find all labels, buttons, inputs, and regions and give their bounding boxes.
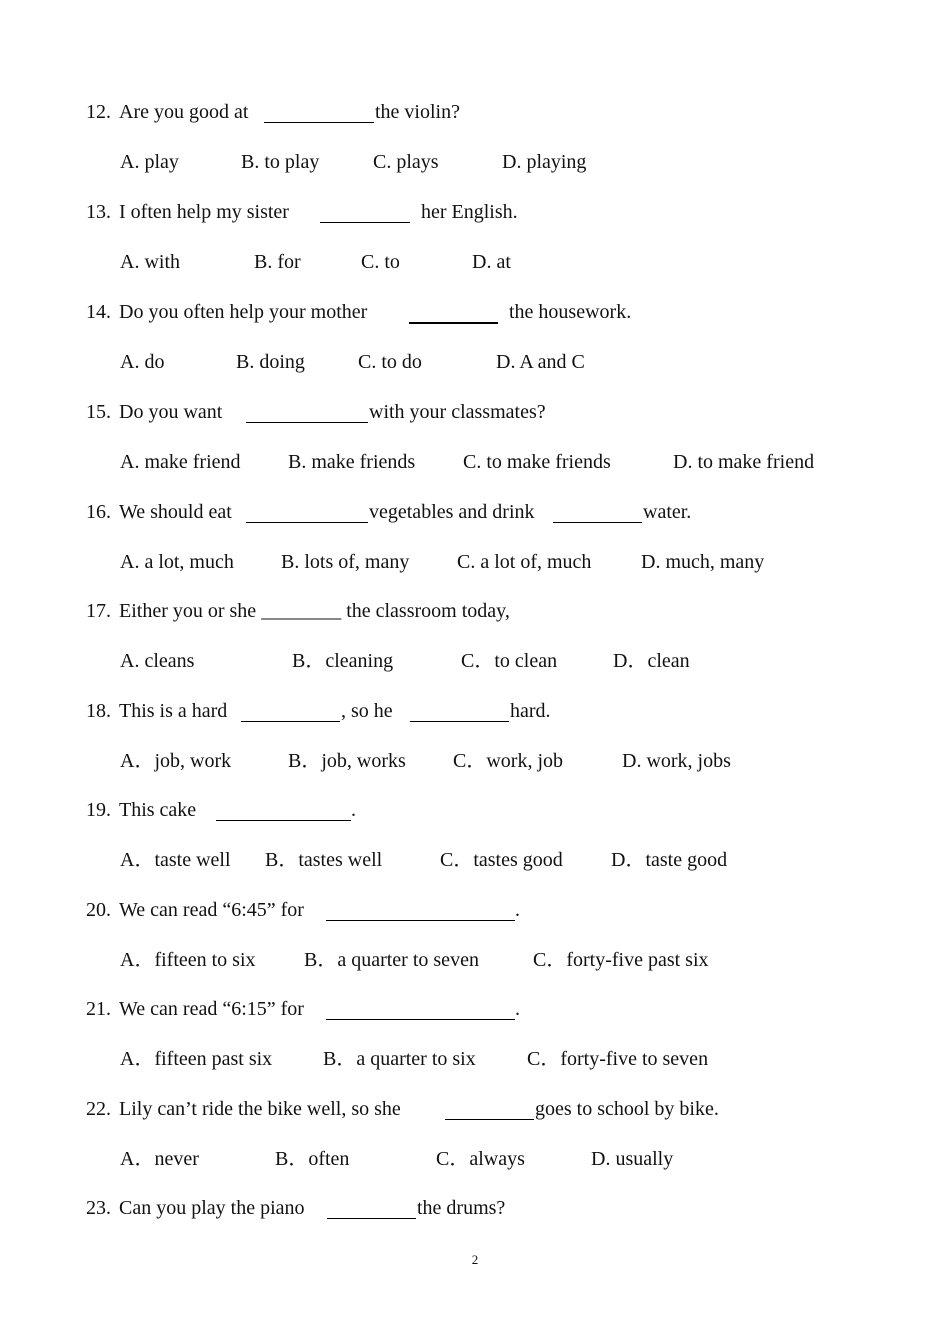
option: D. at — [472, 251, 511, 273]
option: B. doing — [236, 351, 305, 373]
question-text: I often help my sister — [119, 201, 289, 223]
question-text: , so he — [341, 700, 393, 722]
option: B．a quarter to seven — [304, 949, 479, 971]
option: C．forty-five to seven — [527, 1048, 709, 1070]
option: A. cleans — [120, 650, 195, 672]
question-text: . — [515, 899, 520, 921]
option: B. for — [254, 251, 301, 273]
option: A. play — [120, 151, 179, 173]
answer-blank — [553, 522, 642, 523]
option: B．often — [275, 1148, 350, 1170]
option: C. to do — [358, 351, 422, 373]
question-number: 18. — [86, 700, 111, 722]
question-text: water. — [643, 501, 692, 523]
option: D. playing — [502, 151, 587, 173]
option: A．job, work — [120, 750, 232, 772]
answer-blank — [410, 721, 509, 722]
option: C．forty-five past six — [533, 949, 709, 971]
question-text: Do you want — [119, 401, 223, 423]
option: B．tastes well — [265, 849, 383, 871]
option: C. to make friends — [463, 451, 611, 473]
question-number: 12. — [86, 101, 111, 123]
answer-blank — [409, 322, 498, 324]
question-text: hard. — [510, 700, 551, 722]
answer-blank — [326, 1019, 515, 1020]
question-text: with your classmates? — [369, 401, 546, 423]
option: C．always — [436, 1148, 525, 1170]
answer-blank — [241, 721, 340, 722]
question-number: 22. — [86, 1098, 111, 1120]
option: A．fifteen past six — [120, 1048, 273, 1070]
answer-blank — [246, 422, 368, 423]
option: D．clean — [613, 650, 690, 672]
question-text: the drums? — [417, 1197, 506, 1219]
question-text: her English. — [421, 201, 518, 223]
question-number: 14. — [86, 301, 111, 323]
option: C．to clean — [461, 650, 558, 672]
question-number: 13. — [86, 201, 111, 223]
answer-blank — [264, 122, 374, 123]
question-text: Can you play the piano — [119, 1197, 305, 1219]
question-number: 16. — [86, 501, 111, 523]
question-number: 21. — [86, 998, 111, 1020]
question-text: the housework. — [509, 301, 632, 323]
option: D. much, many — [641, 551, 765, 573]
question-text: Do you often help your mother — [119, 301, 368, 323]
option: A．fifteen to six — [120, 949, 256, 971]
question-number: 23. — [86, 1197, 111, 1219]
question-number: 20. — [86, 899, 111, 921]
option: D. A and C — [496, 351, 585, 373]
option: D．taste good — [611, 849, 728, 871]
question-text: vegetables and drink — [369, 501, 535, 523]
question-text: We can read “6:15” for — [119, 998, 304, 1020]
option: B．cleaning — [292, 650, 394, 672]
option: D. work, jobs — [622, 750, 731, 772]
option: C. a lot of, much — [457, 551, 592, 573]
question-text: . — [515, 998, 520, 1020]
question-text: We should eat — [119, 501, 232, 523]
question-text: . — [351, 799, 356, 821]
option: B. to play — [241, 151, 320, 173]
option: A．never — [120, 1148, 199, 1170]
question-number: 17. — [86, 600, 111, 622]
answer-blank — [326, 920, 515, 921]
question-text: Lily can’t ride the bike well, so she — [119, 1098, 401, 1120]
question-text: This is a hard — [119, 700, 228, 722]
question-text: Are you good at — [119, 101, 249, 123]
question-text: goes to school by bike. — [535, 1098, 719, 1120]
option: A．taste well — [120, 849, 231, 871]
option: A. a lot, much — [120, 551, 234, 573]
question-text: We can read “6:45” for — [119, 899, 304, 921]
page-number: 2 — [471, 1252, 479, 1267]
option: B．job, works — [288, 750, 406, 772]
question-number: 19. — [86, 799, 111, 821]
answer-blank — [320, 222, 410, 223]
option: B. make friends — [288, 451, 416, 473]
option: C．tastes good — [440, 849, 563, 871]
option: A. do — [120, 351, 165, 373]
option: D. to make friend — [673, 451, 815, 473]
option: C．work, job — [453, 750, 563, 772]
answer-blank — [445, 1119, 534, 1120]
option: B．a quarter to six — [323, 1048, 476, 1070]
option: D. usually — [591, 1148, 674, 1170]
question-number: 15. — [86, 401, 111, 423]
option: A. make friend — [120, 451, 241, 473]
answer-blank — [246, 522, 368, 523]
option: C. to — [361, 251, 400, 273]
question-text: This cake — [119, 799, 197, 821]
answer-blank — [216, 820, 351, 821]
option: B. lots of, many — [281, 551, 410, 573]
option: C. plays — [373, 151, 439, 173]
answer-blank — [327, 1218, 416, 1219]
question-text: the violin? — [375, 101, 460, 123]
question-text: Either you or she ________ the classroom today, — [119, 600, 510, 622]
option: A. with — [120, 251, 180, 273]
